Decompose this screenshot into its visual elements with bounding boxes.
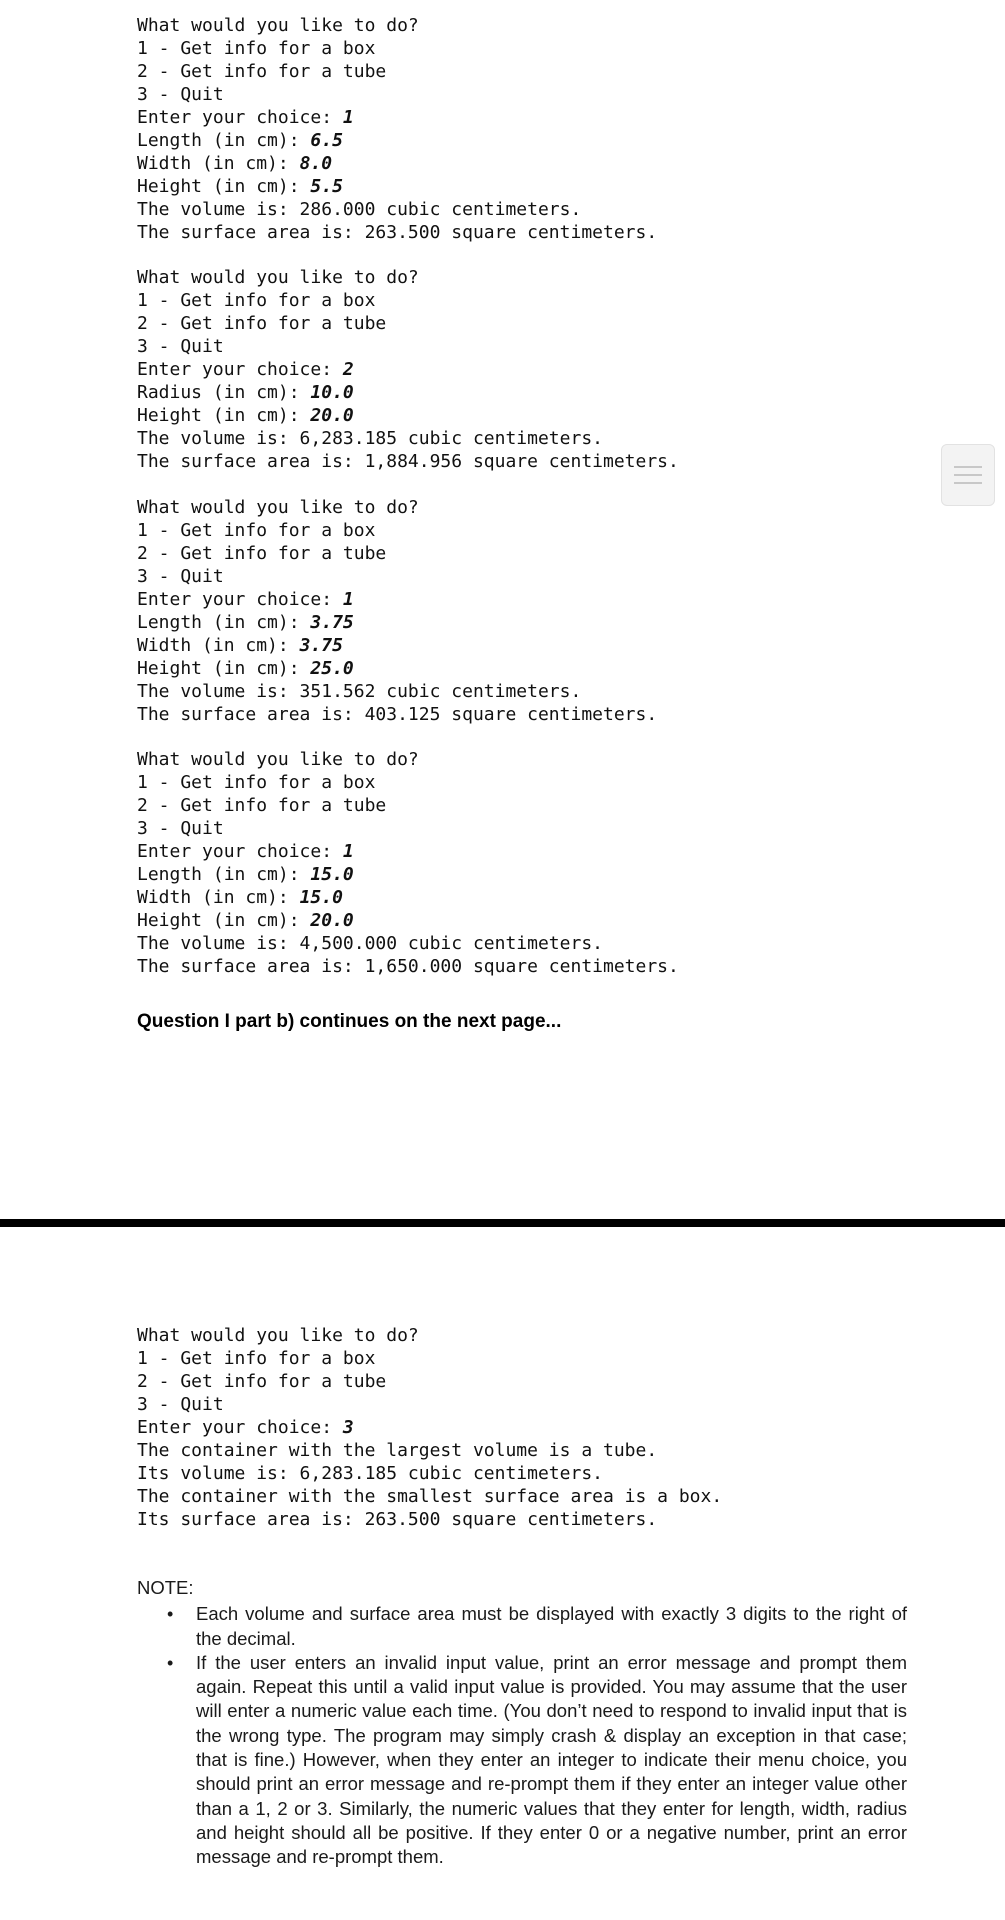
user-input-value: 1 — [342, 841, 354, 863]
console-text: What would you like to do? — [137, 496, 419, 518]
console-text: Height (in cm): — [137, 657, 311, 679]
console-text: Enter your choice: — [137, 841, 343, 863]
user-input-value: 15.0 — [299, 887, 343, 909]
console-text: Radius (in cm): — [137, 382, 311, 404]
console-text: 2 - Get info for a tube — [137, 313, 387, 335]
console-line — [137, 611, 679, 634]
console-text: 1 - Get info for a box — [137, 772, 376, 794]
note-bullet: • Each volume and surface area must be displayed with exactly 3 digits to the right of the decimal. — [137, 1602, 907, 1651]
console-line — [137, 817, 679, 840]
console-text: 3 - Quit — [137, 818, 224, 840]
console-line — [137, 450, 679, 473]
console-line — [137, 1439, 722, 1462]
note-list — [137, 1602, 907, 1869]
console-line — [137, 335, 679, 358]
console-line — [137, 909, 679, 932]
console-text: Width (in cm): — [137, 887, 300, 909]
console-line — [137, 565, 679, 588]
console-text: 3 - Quit — [137, 1394, 224, 1415]
console-text: Enter your choice: — [137, 588, 343, 610]
console-block — [137, 496, 679, 726]
console-line — [137, 312, 679, 335]
user-input-value: 2 — [342, 359, 354, 381]
user-input-value: 6.5 — [310, 130, 343, 151]
console-text: 2 - Get info for a tube — [137, 1371, 387, 1392]
console-text: The surface area is: 1,650.000 square centimeters. — [137, 956, 679, 978]
console-text: 2 - Get info for a tube — [137, 61, 387, 82]
console-transcript-1 — [137, 14, 679, 1001]
console-text: Height (in cm): — [137, 405, 311, 427]
user-input-value: 10.0 — [310, 382, 354, 404]
console-text: 1 - Get info for a box — [137, 290, 376, 312]
console-line — [137, 1462, 722, 1485]
console-line — [137, 106, 679, 129]
page-separator — [0, 1219, 1005, 1227]
grip-line-icon — [954, 482, 982, 484]
console-text: Length (in cm): — [137, 130, 311, 151]
console-text: The volume is: 6,283.185 cubic centimeters. — [137, 428, 603, 450]
console-line — [137, 1416, 722, 1439]
console-line — [137, 771, 679, 794]
console-line — [137, 588, 679, 611]
console-line — [137, 1324, 722, 1347]
console-line — [137, 152, 679, 175]
console-text: 3 - Quit — [137, 336, 224, 358]
console-line — [137, 129, 679, 152]
console-line — [137, 542, 679, 565]
console-text: Width (in cm): — [137, 634, 300, 656]
console-text: Width (in cm): — [137, 153, 300, 174]
console-line — [137, 496, 679, 519]
console-text: The surface area is: 263.500 square centimeters. — [137, 222, 658, 243]
console-line — [137, 1393, 722, 1416]
note-title: NOTE: — [137, 1577, 194, 1598]
console-line — [137, 1485, 722, 1508]
note-bullet: • If the user enters an invalid input value, print an error message and prompt them again. Repeat this until a valid input value is provided. You may assume that the user will enter a numeric value each time. (You don’t need to respond to invalid input that is the wrong type. The program may simply crash & display an exception in that case; that is fine.) However, when they enter an integer to indicate their menu choice, you should print an error message and re-prompt them if they enter an integer value other than a 1, 2 or 3. Similarly, the numeric values that they enter for length, width, radius and height should all be positive. If they enter 0 or a negative number, print an error message and re-prompt them. — [137, 1651, 907, 1870]
user-input-value: 1 — [342, 107, 354, 128]
grip-line-icon — [954, 466, 982, 468]
console-text: Its volume is: 6,283.185 cubic centimeters. — [137, 1463, 603, 1484]
user-input-value: 3.75 — [299, 634, 343, 656]
console-text: 2 - Get info for a tube — [137, 542, 387, 564]
console-line — [137, 1508, 722, 1531]
console-text: Length (in cm): — [137, 611, 311, 633]
console-text: Enter your choice: — [137, 359, 343, 381]
user-input-value: 20.0 — [310, 405, 354, 427]
console-line — [137, 427, 679, 450]
console-text: 3 - Quit — [137, 565, 224, 587]
console-text: The container with the smallest surface area is a box. — [137, 1486, 723, 1507]
console-line — [137, 863, 679, 886]
note-section — [137, 1576, 907, 1870]
user-input-value: 15.0 — [310, 864, 354, 886]
user-input-value: 3 — [342, 1417, 354, 1438]
console-text: Length (in cm): — [137, 864, 311, 886]
user-input-value: 8.0 — [299, 153, 333, 174]
console-text: Height (in cm): — [137, 910, 311, 932]
continues-notice: Question I part b) continues on the next page... — [137, 1011, 562, 1032]
console-text: Enter your choice: — [137, 1417, 343, 1438]
console-block — [137, 14, 679, 244]
console-line — [137, 14, 679, 37]
user-input-value: 20.0 — [310, 910, 354, 932]
console-text: The volume is: 4,500.000 cubic centimeters. — [137, 933, 603, 955]
console-text: 1 - Get info for a box — [137, 38, 376, 59]
console-line — [137, 955, 679, 978]
console-transcript-2 — [137, 1324, 722, 1553]
console-text: 1 - Get info for a box — [137, 519, 376, 541]
console-text: What would you like to do? — [137, 15, 419, 36]
console-line — [137, 680, 679, 703]
user-input-value: 25.0 — [310, 657, 354, 679]
console-text: Enter your choice: — [137, 107, 343, 128]
scroll-handle[interactable] — [941, 444, 995, 506]
console-line — [137, 221, 679, 244]
user-input-value: 1 — [342, 588, 354, 610]
console-line — [137, 748, 679, 771]
console-line — [137, 266, 679, 289]
console-line — [137, 198, 679, 221]
console-line — [137, 886, 679, 909]
console-text: The surface area is: 403.125 square centimeters. — [137, 703, 658, 725]
console-text: 3 - Quit — [137, 84, 224, 105]
console-line — [137, 703, 679, 726]
console-line — [137, 60, 679, 83]
console-text: Its surface area is: 263.500 square centimeters. — [137, 1509, 658, 1530]
console-line — [137, 932, 679, 955]
user-input-value: 5.5 — [310, 176, 343, 197]
console-block — [137, 1324, 722, 1531]
console-text: The surface area is: 1,884.956 square centimeters. — [137, 451, 679, 473]
console-text: What would you like to do? — [137, 267, 419, 289]
console-line — [137, 37, 679, 60]
console-text: Height (in cm): — [137, 176, 311, 197]
user-input-value: 3.75 — [310, 611, 354, 633]
console-line — [137, 289, 679, 312]
console-block — [137, 266, 679, 473]
console-line — [137, 381, 679, 404]
grip-line-icon — [954, 474, 982, 476]
console-line — [137, 519, 679, 542]
console-line — [137, 840, 679, 863]
console-line — [137, 175, 679, 198]
console-text: The volume is: 286.000 cubic centimeters. — [137, 199, 582, 220]
console-line — [137, 83, 679, 106]
console-text: The volume is: 351.562 cubic centimeters. — [137, 680, 582, 702]
console-text: The container with the largest volume is a tube. — [137, 1440, 658, 1461]
console-line — [137, 657, 679, 680]
console-text: 1 - Get info for a box — [137, 1348, 376, 1369]
console-text: What would you like to do? — [137, 1325, 419, 1346]
console-block — [137, 748, 679, 978]
console-line — [137, 404, 679, 427]
console-line — [137, 634, 679, 657]
console-line — [137, 358, 679, 381]
console-line — [137, 1370, 722, 1393]
console-line — [137, 794, 679, 817]
console-text: 2 - Get info for a tube — [137, 795, 387, 817]
console-line — [137, 1347, 722, 1370]
console-text: What would you like to do? — [137, 749, 419, 771]
